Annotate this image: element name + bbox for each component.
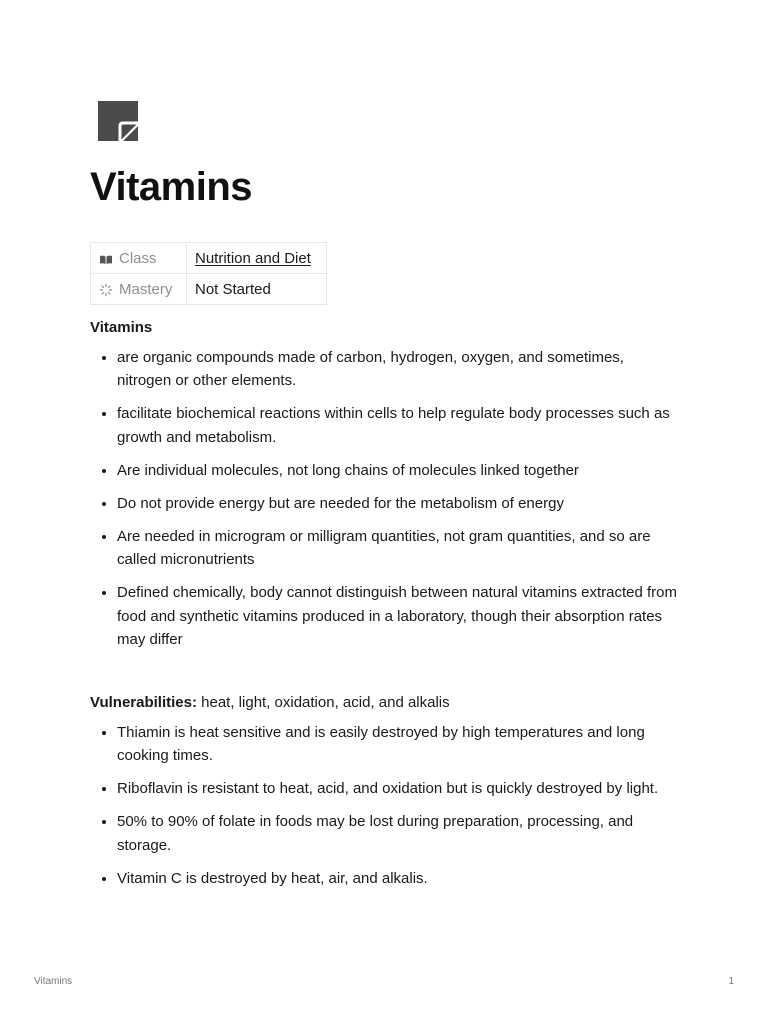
- list-item: • Are individual molecules, not long chains of molecules linked together: [117, 459, 682, 483]
- footer-page-number: 1: [728, 976, 734, 987]
- page-content: [90, 316, 682, 900]
- book-icon: [99, 252, 113, 266]
- list-item: • are organic compounds made of carbon, hydrogen, oxygen, and sometimes, nitrogen or other elements.: [117, 346, 682, 393]
- list-item: • Thiamin is heat sensitive and is easily destroyed by high temperatures and long cooking times.: [117, 721, 682, 768]
- list-item: • facilitate biochemical reactions within cells to help regulate body processes such as growth and metabolism.: [117, 402, 682, 449]
- list-item: • 50% to 90% of folate in foods may be lost during preparation, processing, and storage.: [117, 810, 682, 857]
- properties-table: [90, 242, 327, 305]
- section-heading-vulnerabilities: Vulnerabilities: heat, light, oxidation, acid, and alkalis: [90, 694, 450, 711]
- page-title: Vitamins: [90, 165, 252, 209]
- sticky-note-icon: [98, 101, 138, 141]
- list-item: • Defined chemically, body cannot distinguish between natural vitamins extracted from food and synthetic vitamins produced in a laboratory, though their absorption rates may differ: [117, 581, 682, 652]
- list-item: • Vitamin C is destroyed by heat, air, and alkalis.: [117, 867, 682, 891]
- list-item: • Do not provide energy but are needed for the metabolism of energy: [117, 492, 682, 516]
- section-heading-vitamins: Vitamins: [90, 319, 153, 336]
- class-link[interactable]: Nutrition and Diet: [195, 249, 311, 267]
- footer-document-title: Vitamins: [34, 976, 73, 987]
- property-key-class: Class: [91, 243, 187, 274]
- property-value-class[interactable]: [187, 243, 327, 274]
- spacer: [90, 661, 682, 691]
- property-row-class: [91, 243, 327, 274]
- list-item: • Are needed in microgram or milligram quantities, not gram quantities, and so are called micronutrients: [117, 525, 682, 572]
- progress-spinner-icon: [99, 283, 113, 297]
- property-value-mastery[interactable]: Not Started: [187, 274, 327, 305]
- list-item: • Riboflavin is resistant to heat, acid, and oxidation but is quickly destroyed by light.: [117, 777, 682, 801]
- vulnerabilities-list: [90, 721, 682, 891]
- property-row-mastery: [91, 274, 327, 305]
- vitamins-list: [90, 346, 682, 652]
- property-key-mastery: Mastery: [91, 274, 187, 305]
